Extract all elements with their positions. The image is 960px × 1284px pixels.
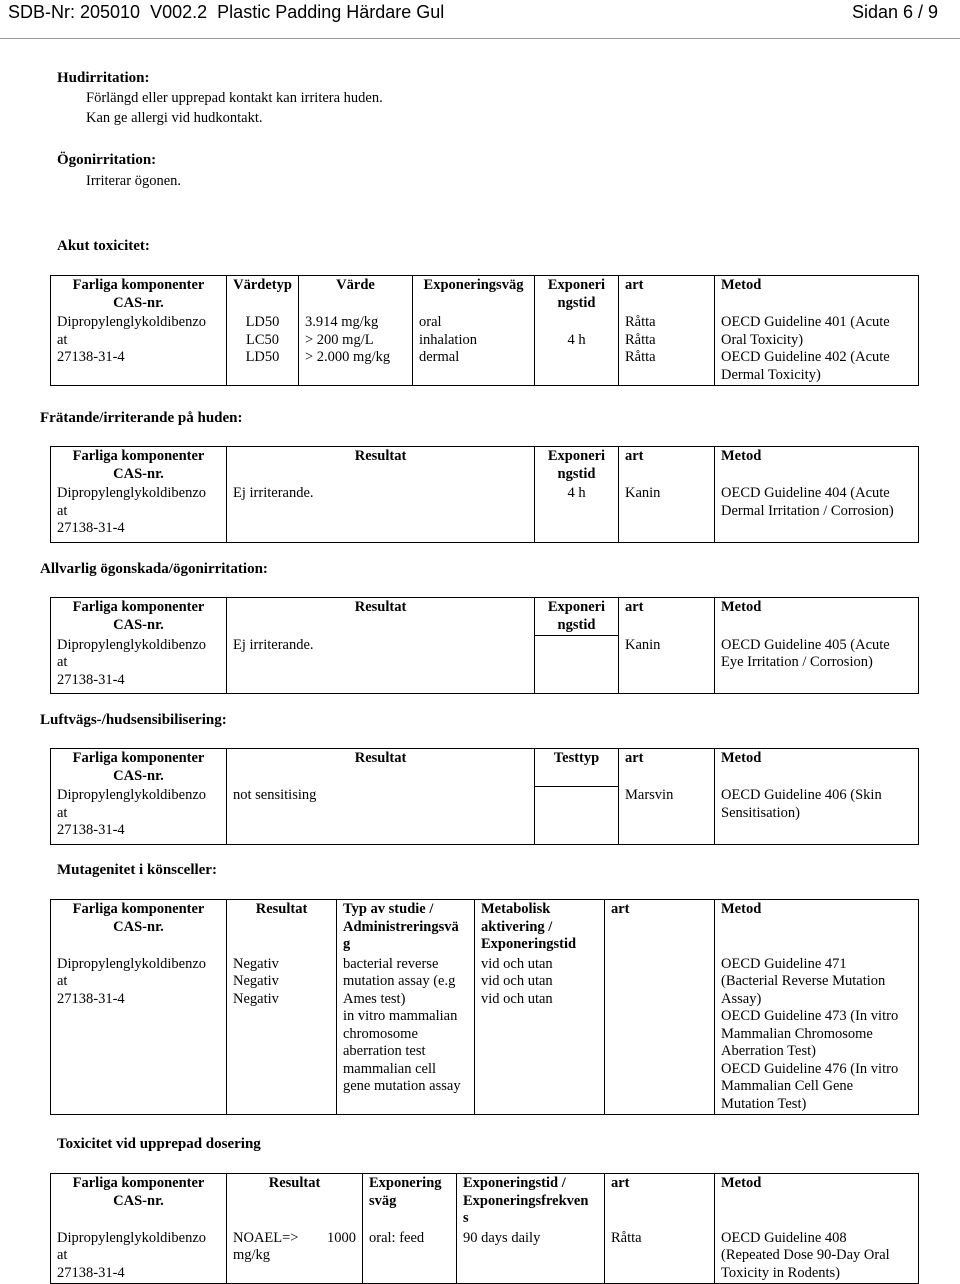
header-cell: art xyxy=(619,276,715,314)
result-cell: not sensitising xyxy=(227,786,535,844)
component-cell: Dipropylenglykoldibenzo at 27138-31-4 xyxy=(51,786,227,844)
header-cell: Exponeringsväg xyxy=(413,276,535,314)
header-cell: Metod xyxy=(715,598,919,636)
species-cell: Kanin xyxy=(619,636,715,694)
sensitisation-title: Luftvägs-/hudsensibilisering: xyxy=(40,712,227,728)
header-cell: Resultat xyxy=(227,447,535,485)
header-cell: Exponeri ngstid xyxy=(535,447,619,485)
repeated-dose-table xyxy=(50,1173,919,1284)
header-cell: Resultat xyxy=(227,1174,363,1229)
activation-cell: vid och utan vid och utan vid och utan xyxy=(475,955,605,1115)
exposure-time-cell xyxy=(535,636,619,694)
header-cell: Metod xyxy=(715,1174,919,1229)
page-header xyxy=(0,0,960,34)
exposure-time-cell: 4 h xyxy=(535,484,619,542)
header-cell: Farliga komponenter CAS-nr. xyxy=(51,276,227,314)
type-cell: LD50 LC50 LD50 xyxy=(227,313,299,386)
route-cell: oral inhalation dermal xyxy=(413,313,535,386)
header-cell: Metabolisk aktivering / Exponeringstid xyxy=(475,900,605,955)
table-header-row xyxy=(51,900,919,955)
test-type-cell xyxy=(535,786,619,844)
method-cell: OECD Guideline 404 (Acute Dermal Irritation / Corrosion) xyxy=(715,484,919,542)
header-cell: art xyxy=(619,598,715,636)
table-row xyxy=(51,786,919,844)
header-cell: Exponeringstid / Exponeringsfrekven s xyxy=(457,1174,605,1229)
sdb-number: SDB-Nr: 205010 xyxy=(8,2,141,22)
header-cell: art xyxy=(605,1174,715,1229)
component-cell: Dipropylenglykoldibenzo at 27138-31-4 xyxy=(51,1229,227,1284)
table-header-row xyxy=(51,276,919,314)
product-name: Plastic Padding Härdare Gul xyxy=(217,2,445,22)
study-cell: bacterial reverse mutation assay (e.g Ames test) in vitro mammalian chromosome aberration test mammalian cell gene mutation assay xyxy=(337,955,475,1115)
header-cell: art xyxy=(619,447,715,485)
header-cell: Exponeri ngstid xyxy=(535,598,619,636)
table-header-row xyxy=(51,749,919,787)
header-cell: art xyxy=(619,749,715,787)
table-row xyxy=(51,955,919,1115)
version: V002.2 xyxy=(150,2,208,22)
skin-irritation-line: Kan ge allergi vid hudkontakt. xyxy=(86,110,263,126)
header-cell: Farliga komponenter CAS-nr. xyxy=(51,598,227,636)
eye-damage-table xyxy=(50,597,919,694)
method-cell: OECD Guideline 401 (Acute Oral Toxicity) OECD Guideline 402 (Acute Dermal Toxicity) xyxy=(715,313,919,386)
route-cell: oral: feed xyxy=(363,1229,457,1284)
eye-irritation-line: Irriterar ögonen. xyxy=(86,173,182,189)
mutagenicity-title: Mutagenitet i könsceller: xyxy=(57,862,217,878)
header-cell: Testtyp xyxy=(535,749,619,787)
eye-irritation-title: Ögonirritation: xyxy=(57,152,157,168)
header-cell: Metod xyxy=(715,276,919,314)
header-cell: Farliga komponenter CAS-nr. xyxy=(51,447,227,485)
table-header-row xyxy=(51,598,919,636)
acute-toxicity-title: Akut toxicitet: xyxy=(57,238,150,254)
header-cell: Metod xyxy=(715,749,919,787)
species-cell: Råtta xyxy=(605,1229,715,1284)
header-cell: Metod xyxy=(715,447,919,485)
method-cell: OECD Guideline 405 (Acute Eye Irritation / Corrosion) xyxy=(715,636,919,694)
result-cell: Ej irriterande. xyxy=(227,484,535,542)
header-divider xyxy=(0,38,960,39)
value-cell: 3.914 mg/kg > 200 mg/L > 2.000 mg/kg xyxy=(299,313,413,386)
component-cell: Dipropylenglykoldibenzo at 27138-31-4 xyxy=(51,636,227,694)
header-cell: Farliga komponenter CAS-nr. xyxy=(51,749,227,787)
result-cell: NOAEL=> 1000 mg/kg xyxy=(227,1229,363,1284)
repeated-dose-title: Toxicitet vid upprepad dosering xyxy=(57,1136,261,1152)
frequency-cell: 90 days daily xyxy=(457,1229,605,1284)
table-header-row xyxy=(51,447,919,485)
header-cell: Exponeri ngstid xyxy=(535,276,619,314)
method-cell: OECD Guideline 406 (Skin Sensitisation) xyxy=(715,786,919,844)
document-id xyxy=(8,2,444,23)
page-number: Sidan 6 / 9 xyxy=(851,2,938,22)
skin-irritation-title: Hudirritation: xyxy=(57,70,150,86)
sensitisation-table xyxy=(50,748,919,845)
component-cell: Dipropylenglykoldibenzo at 27138-31-4 xyxy=(51,313,227,386)
table-row xyxy=(51,313,919,386)
result-cell: Negativ Negativ Negativ xyxy=(227,955,337,1115)
skin-corrosion-title: Frätande/irriterande på huden: xyxy=(40,410,243,426)
method-cell: OECD Guideline 408 (Repeated Dose 90-Day Oral Toxicity in Rodents) xyxy=(715,1229,919,1284)
component-cell: Dipropylenglykoldibenzo at 27138-31-4 xyxy=(51,955,227,1115)
header-cell: Resultat xyxy=(227,900,337,955)
species-cell: Marsvin xyxy=(619,786,715,844)
header-cell: Farliga komponenter CAS-nr. xyxy=(51,900,227,955)
table-header-row xyxy=(51,1174,919,1229)
header-cell: art xyxy=(605,900,715,955)
table-row xyxy=(51,1229,919,1284)
method-cell: OECD Guideline 471 (Bacterial Reverse Mutation Assay) OECD Guideline 473 (In vitro Mammalian Chromosome Aberration Test) OECD Guideline 476 (In vitro Mammalian Cell Gene Mutation Test) xyxy=(715,955,919,1115)
acute-toxicity-table xyxy=(50,275,919,386)
header-cell: Exponering sväg xyxy=(363,1174,457,1229)
species-cell xyxy=(605,955,715,1115)
header-cell: Metod xyxy=(715,900,919,955)
header-cell: Värdetyp xyxy=(227,276,299,314)
header-cell: Resultat xyxy=(227,598,535,636)
table-row xyxy=(51,484,919,542)
species-cell: Råtta Råtta Råtta xyxy=(619,313,715,386)
eye-damage-title: Allvarlig ögonskada/ögonirritation: xyxy=(40,561,268,577)
exposure-time-cell: 4 h xyxy=(535,313,619,386)
header-cell: Farliga komponenter CAS-nr. xyxy=(51,1174,227,1229)
result-cell: Ej irriterande. xyxy=(227,636,535,694)
skin-corrosion-table xyxy=(50,446,919,543)
header-cell: Typ av studie / Administreringsvä g xyxy=(337,900,475,955)
skin-irritation-line: Förlängd eller upprepad kontakt kan irritera huden. xyxy=(86,90,383,106)
table-row xyxy=(51,636,919,694)
header-cell: Resultat xyxy=(227,749,535,787)
species-cell: Kanin xyxy=(619,484,715,542)
header-cell: Värde xyxy=(299,276,413,314)
component-cell: Dipropylenglykoldibenzo at 27138-31-4 xyxy=(51,484,227,542)
mutagenicity-table xyxy=(50,899,919,1115)
